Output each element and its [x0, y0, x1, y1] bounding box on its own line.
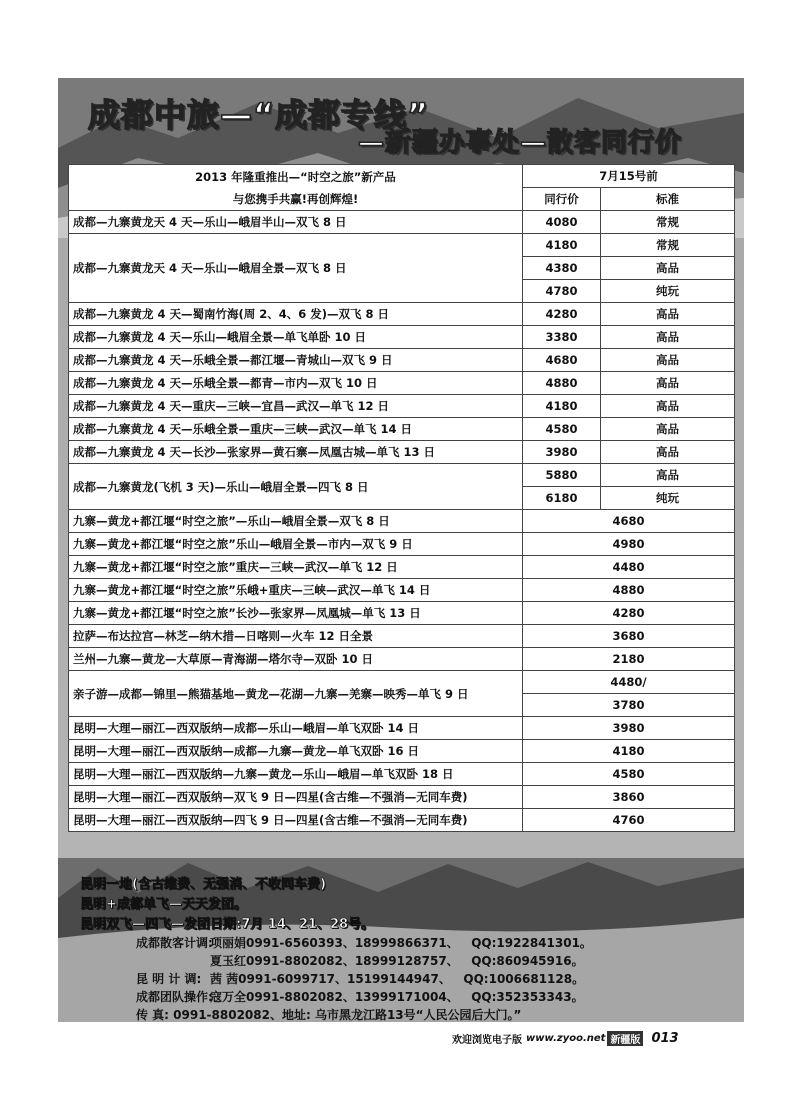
- price-cell: 5880: [523, 464, 601, 487]
- route-cell: 亲子游—成都—锦里—熊猫基地—黄龙—花湖—九寨—羌寨—映秀—单飞 9 日: [69, 671, 523, 717]
- route-cell: 昆明—大理—丽江—西双版纳—成都—乐山—峨眉—单飞双卧 14 日: [69, 717, 523, 740]
- table-row: [69, 809, 735, 832]
- contact-qq: QQ:1006681128。: [463, 972, 585, 986]
- table-row: [69, 648, 735, 671]
- table-row: [69, 533, 735, 556]
- date-header: 7月15号前: [523, 165, 735, 188]
- price-cell: 4580: [523, 763, 735, 786]
- route-cell: 九寨—黄龙+都江堰“时空之旅”乐山—峨眉全景—市内—双飞 9 日: [69, 533, 523, 556]
- flyer-sheet: [58, 78, 744, 1022]
- standard-cell: 高品: [601, 395, 735, 418]
- price-cell: 4380: [523, 257, 601, 280]
- price-cell: 4280: [523, 602, 735, 625]
- route-cell: 拉萨—布达拉宫—林芝—纳木措—日喀则—火车 12 日全景: [69, 625, 523, 648]
- standard-cell: 高品: [601, 257, 735, 280]
- price-cell: 4880: [523, 579, 735, 602]
- route-cell: 成都—九寨黄龙 4 天—长沙—张家界—黄石寨—凤凰古城—单飞 13 日: [69, 441, 523, 464]
- route-cell: 昆明—大理—丽江—西双版纳—四飞 9 日—四星(含古维—不强消—无同车费): [69, 809, 523, 832]
- price-cell: 4480: [523, 556, 735, 579]
- price-cell: 3980: [523, 717, 735, 740]
- table-row: [69, 234, 735, 257]
- route-cell: 兰州—九寨—黄龙—大草原—青海湖—塔尔寺—双卧 10 日: [69, 648, 523, 671]
- contact-text: 夏玉红0991-8802082、18999128757、: [210, 954, 459, 968]
- standard-cell: 常规: [601, 234, 735, 257]
- table-row: [69, 625, 735, 648]
- contact-line: [136, 988, 736, 1006]
- standard-cell: 高品: [601, 418, 735, 441]
- standard-cell: 高品: [601, 441, 735, 464]
- notes-block: [80, 875, 374, 935]
- main-title: 成都中旅—“成都专线”: [88, 96, 430, 134]
- route-cell: 成都—九寨黄龙 4 天—乐峨全景—都青—市内—双飞 10 日: [69, 372, 523, 395]
- fax-address-line: 传 真: 0991-8802082、地址: 乌市黑龙江路13号“人民公园后大门。”: [136, 1008, 522, 1022]
- price-column-header: 同行价: [523, 188, 601, 211]
- price-cell: 4680: [523, 510, 735, 533]
- price-cell: 4480/: [523, 671, 735, 694]
- price-cell: 4180: [523, 234, 601, 257]
- note-line: 昆明双飞—四飞—发团日期:7月 14、21、28号。: [80, 917, 375, 932]
- route-cell: 昆明—大理—丽江—西双版纳—成都—九寨—黄龙—单飞双卧 16 日: [69, 740, 523, 763]
- route-cell: 九寨—黄龙+都江堰“时空之旅”乐峨+重庆—三峡—武汉—单飞 14 日: [69, 579, 523, 602]
- route-cell: 昆明—大理—丽江—西双版纳—双飞 9 日—四星(含古维—不强消—无同车费): [69, 786, 523, 809]
- promo-cell: [69, 165, 523, 211]
- contact-qq: QQ:1922841301。: [471, 936, 592, 950]
- standard-cell: 高品: [601, 303, 735, 326]
- table-row: [69, 740, 735, 763]
- standard-cell: 高品: [601, 349, 735, 372]
- price-cell: 4760: [523, 809, 735, 832]
- contact-label: 昆 明 计 调:: [136, 972, 202, 986]
- contact-label: 成都团队操作:: [136, 990, 213, 1004]
- price-table: [68, 164, 735, 832]
- price-cell: 3780: [523, 694, 735, 717]
- table-row: [69, 372, 735, 395]
- standard-column-header: 标准: [601, 188, 735, 211]
- price-cell: 4180: [523, 740, 735, 763]
- table-row: [69, 211, 735, 234]
- price-cell: 6180: [523, 487, 601, 510]
- table-row: [69, 510, 735, 533]
- contact-text: 寇万全0991-8802082、13999171004、: [210, 990, 459, 1004]
- contact-label: 成都散客计调:: [136, 936, 213, 950]
- page-footer: [452, 1030, 679, 1046]
- table-row: [69, 556, 735, 579]
- standard-cell: 高品: [601, 464, 735, 487]
- price-cell: 4580: [523, 418, 601, 441]
- table-row: [69, 349, 735, 372]
- table-header-row: [69, 165, 735, 188]
- price-cell: 4680: [523, 349, 601, 372]
- note-line: 昆明+成都单飞—天天发团。: [80, 897, 247, 912]
- price-cell: 4980: [523, 533, 735, 556]
- table-row: [69, 671, 735, 694]
- promo-line: 与您携手共赢!再创辉煌!: [232, 191, 359, 206]
- note-line: 昆明一地(含古维费、无强消、不收同车费): [80, 877, 326, 892]
- promo-line: 2013 年隆重推出—“时空之旅”新产品: [195, 169, 396, 184]
- table-row: [69, 418, 735, 441]
- route-cell: 九寨—黄龙+都江堰“时空之旅”—乐山—峨眉全景—双飞 8 日: [69, 510, 523, 533]
- contact-line: [136, 952, 736, 970]
- price-cell: 4780: [523, 280, 601, 303]
- route-cell: 成都—九寨黄龙天 4 天—乐山—峨眉半山—双飞 8 日: [69, 211, 523, 234]
- table-row: [69, 464, 735, 487]
- table-row: [69, 786, 735, 809]
- website-link[interactable]: www.zyoo.net: [526, 1032, 606, 1044]
- standard-cell: 纯玩: [601, 487, 735, 510]
- route-cell: 成都—九寨黄龙 4 天—乐峨全景—都江堰—青城山—双飞 9 日: [69, 349, 523, 372]
- contact-line: [136, 934, 736, 952]
- standard-cell: 常规: [601, 211, 735, 234]
- price-cell: 4280: [523, 303, 601, 326]
- price-cell: 4080: [523, 211, 601, 234]
- contact-line: [136, 970, 736, 988]
- route-cell: 九寨—黄龙+都江堰“时空之旅”重庆—三峡—武汉—单飞 12 日: [69, 556, 523, 579]
- table-row: [69, 326, 735, 349]
- route-cell: 成都—九寨黄龙 4 天—重庆—三峡—宜昌—武汉—单飞 12 日: [69, 395, 523, 418]
- route-cell: 九寨—黄龙+都江堰“时空之旅”长沙—张家界—凤凰城—单飞 13 日: [69, 602, 523, 625]
- price-cell: 4180: [523, 395, 601, 418]
- contact-qq: QQ:352353343。: [471, 990, 584, 1004]
- route-cell: 昆明—大理—丽江—西双版纳—九寨—黄龙—乐山—峨眉—单飞双卧 18 日: [69, 763, 523, 786]
- page-number: 013: [651, 1030, 679, 1046]
- standard-cell: 高品: [601, 372, 735, 395]
- table-row: [69, 579, 735, 602]
- table-row: [69, 303, 735, 326]
- standard-cell: 纯玩: [601, 280, 735, 303]
- contact-qq: QQ:860945916。: [471, 954, 584, 968]
- price-cell: 3380: [523, 326, 601, 349]
- price-cell: 3980: [523, 441, 601, 464]
- route-cell: 成都—九寨黄龙 4 天—乐山—峨眉全景—单飞单卧 10 日: [69, 326, 523, 349]
- contact-text: 茜 茜0991-6099717、15199144947、: [210, 972, 451, 986]
- price-cell: 3860: [523, 786, 735, 809]
- table-row: [69, 717, 735, 740]
- contacts-block: [136, 934, 736, 1022]
- route-cell: 成都—九寨黄龙 4 天—蜀南竹海(周 2、4、6 发)—双飞 8 日: [69, 303, 523, 326]
- table-row: [69, 602, 735, 625]
- route-cell: 成都—九寨黄龙 4 天—乐峨全景—重庆—三峡—武汉—单飞 14 日: [69, 418, 523, 441]
- price-cell: 3680: [523, 625, 735, 648]
- browse-text: 欢迎浏览电子版: [452, 1034, 522, 1046]
- sub-title: —新疆办事处—散客同行价: [358, 128, 683, 158]
- table-row: [69, 395, 735, 418]
- edition-badge: 新疆版: [607, 1031, 643, 1046]
- route-cell: 成都—九寨黄龙(飞机 3 天)—乐山—峨眉全景—四飞 8 日: [69, 464, 523, 510]
- table-row: [69, 763, 735, 786]
- table-row: [69, 441, 735, 464]
- route-cell: 成都—九寨黄龙天 4 天—乐山—峨眉全景—双飞 8 日: [69, 234, 523, 303]
- standard-cell: 高品: [601, 326, 735, 349]
- price-cell: 2180: [523, 648, 735, 671]
- contact-text: 项丽娟0991-6560393、18999866371、: [210, 936, 459, 950]
- price-cell: 4880: [523, 372, 601, 395]
